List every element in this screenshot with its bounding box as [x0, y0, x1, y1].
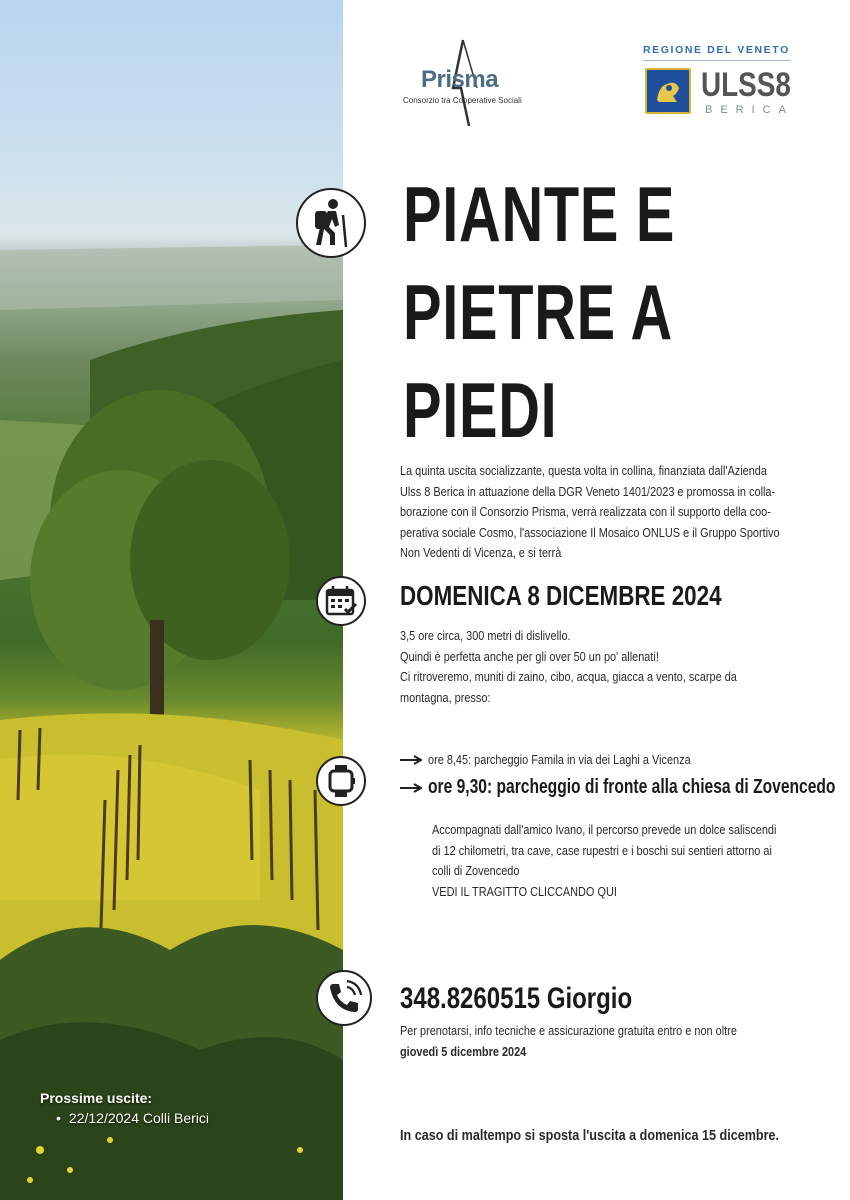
meeting-point-text: ore 9,30: parcheggio di fronte alla chiesa di Zovencedo: [428, 776, 836, 798]
hiker-icon: [296, 188, 366, 258]
prisma-name: Prisma: [421, 66, 499, 93]
meeting-point: [400, 776, 850, 799]
lion-crest-icon: [645, 68, 691, 114]
title-line: PIEDI: [403, 366, 558, 454]
route-map-link[interactable]: VEDI IL TRAGITTO CLICCANDO QUI: [432, 883, 617, 899]
landscape-photo: [0, 0, 343, 1200]
details-line: 3,5 ore circa, 300 metri di dislivello.: [400, 628, 571, 643]
next-trips-box: [40, 1088, 209, 1128]
meeting-point-text: ore 8,45: parcheggio Famila in via dei Laghi a Vicenza: [428, 752, 691, 767]
intro-paragraph: [400, 461, 850, 564]
contact-phone[interactable]: 348.8260515 Giorgio: [400, 982, 633, 1015]
ulss-logo: [643, 44, 793, 124]
title-line: PIETRE A: [403, 268, 673, 356]
intro-line: Ulss 8 Berica in attuazione della DGR Veneto 1401/2023 e promossa in colla-: [400, 483, 776, 499]
phone-icon: [316, 970, 372, 1026]
calendar-icon: [316, 576, 366, 626]
landscape-illustration: [0, 0, 343, 1200]
contact-paragraph: [400, 1021, 801, 1062]
route-line: di 12 chilometri, tra cave, case rupestri e i boschi sui sentieri attorno ai: [432, 842, 772, 858]
next-trips-title: Prossime uscite:: [40, 1090, 153, 1106]
weather-note: In caso di maltempo si sposta l'uscita a domenica 15 dicembre.: [400, 1127, 780, 1144]
details-line: Ci ritroveremo, muniti di zaino, cibo, acqua, giacca a vento, scarpe da: [400, 669, 737, 684]
prisma-subtitle: Consorzio tra Cooperative Sociali: [403, 96, 522, 105]
region-label: REGIONE DEL VENETO: [643, 44, 790, 56]
intro-line: La quinta uscita socializzante, questa volta in collina, finanziata dall'Azienda: [400, 463, 767, 478]
next-trips-list: [56, 1108, 209, 1128]
route-line: colli di Zovencedo: [432, 863, 520, 878]
arrow-right-icon: [400, 783, 422, 793]
page-title: [403, 165, 833, 459]
intro-line: borazione con il Consorzio Prisma, verrà realizzata con il supporto della coo-: [400, 504, 771, 519]
route-paragraph: [432, 820, 842, 902]
ulss-name: ULSS8: [701, 66, 791, 104]
region-divider: [643, 60, 791, 61]
next-trip-item: • 22/12/2024 Colli Berici: [56, 1108, 209, 1128]
route-line: Accompagnati dall'amico Ivano, il percorso prevede un dolce saliscendi: [432, 822, 777, 837]
details-line: Quindi è perfetta anche per gli over 50 un po' allenati!: [400, 648, 659, 664]
watch-icon: [316, 756, 366, 806]
weather-paragraph: [400, 1126, 850, 1147]
contact-note: Per prenotarsi, info tecniche e assicurazione gratuita entro e non oltre: [400, 1023, 737, 1038]
berica-label: BERICA: [705, 104, 794, 116]
intro-line: perativa sociale Cosmo, l'associazione Il Mosaico ONLUS e il Gruppo Sportivo: [400, 524, 780, 540]
contact-deadline: giovedì 5 dicembre 2024: [400, 1043, 527, 1059]
arrow-right-icon: [400, 755, 422, 765]
event-date: DOMENICA 8 DICEMBRE 2024: [400, 580, 722, 611]
details-line: montagna, presso:: [400, 689, 491, 705]
title-line: PIANTE E: [403, 170, 676, 258]
prisma-logo: [403, 36, 533, 128]
intro-line: Non Vedenti di Vicenza, e si terrà: [400, 545, 562, 560]
details-paragraph: [400, 626, 801, 708]
meeting-point: [400, 752, 741, 767]
